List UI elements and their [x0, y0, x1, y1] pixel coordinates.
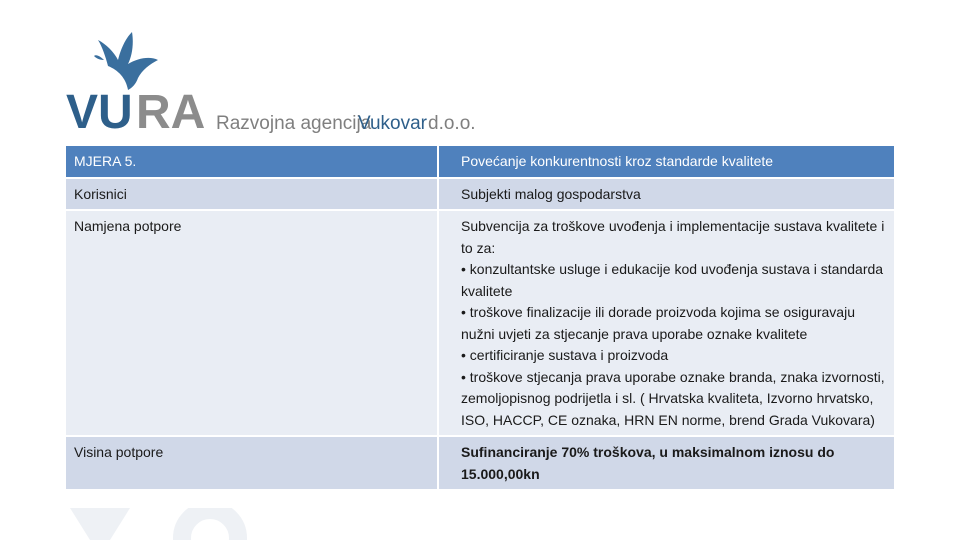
logo-v-u: VU: [66, 86, 133, 139]
agency-name-light: Razvojna agencija: [216, 113, 372, 134]
table-row: [66, 179, 894, 210]
row-value-line: Subvencija za troškove uvođenja i implementacije sustava kvalitete i to za:: [461, 218, 885, 256]
row-value-bullet: • troškove stjecanja prava uporabe oznake branda, znaka izvornosti, zemoljopisnog podrijetla i sl. ( Hrvatska kvaliteta, Izvorno hrvatsko, ISO, HACCP, CE oznaka, HRN EN norme, brend Grada Vukovara): [461, 368, 885, 428]
measure-table: [66, 144, 894, 491]
vura-logo: [66, 30, 486, 140]
row-label: Visina potpore: [66, 437, 437, 489]
row-value-bullet: • konzultantske usluge i edukacije kod uvođenja sustava i standarda kvalitete: [461, 261, 884, 299]
row-label: Korisnici: [66, 179, 437, 210]
agency-name-bold: Vukovar: [358, 113, 427, 134]
row-value-line: Subjekti malog gospodarstva: [461, 185, 641, 202]
row-value-bullet: • troškove finalizacije ili dorade proizvoda kojima se osiguravaju nužni uvjeti za stjecanje prava uporabe oznake kvalitete: [461, 304, 855, 342]
measure-label: MJERA 5.: [66, 146, 437, 177]
table-row: [66, 211, 894, 435]
table-header-row: [66, 146, 894, 177]
row-value: [437, 179, 894, 210]
logo-r-a: RA: [136, 86, 206, 139]
row-value: [437, 437, 894, 489]
agency-suffix: d.o.o.: [428, 113, 476, 134]
watermark-shape: [60, 508, 260, 540]
row-label: Namjena potpore: [66, 211, 437, 435]
dove-icon: [94, 32, 158, 90]
measure-title: Povećanje konkurentnosti kroz standarde kvalitete: [437, 146, 894, 177]
table-row: [66, 437, 894, 489]
row-value-bullet: • certificiranje sustava i proizvoda: [461, 347, 669, 363]
logo-letters: [66, 86, 205, 139]
row-value-line: Sufinanciranje 70% troškova, u maksimalnom iznosu do 15.000,00kn: [461, 444, 835, 482]
row-value: [437, 211, 894, 435]
